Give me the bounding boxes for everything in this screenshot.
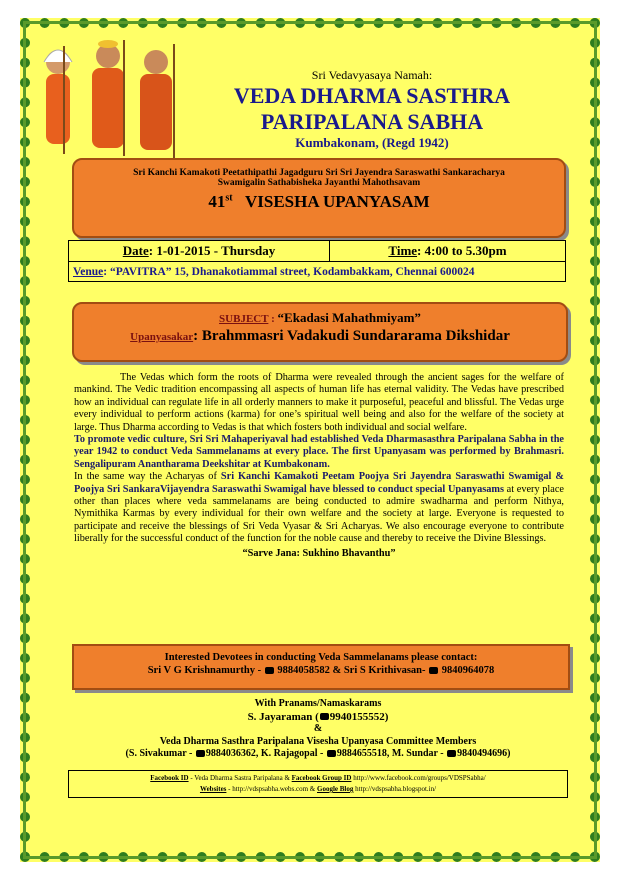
venue-label: Venue <box>73 266 104 278</box>
members <box>68 748 568 761</box>
links-box <box>68 770 568 798</box>
links-row2 <box>69 784 567 795</box>
organizer-name-a: S. Jayaraman ( <box>247 710 319 723</box>
paragraph-3-c: at every place other than places where veda sammelanams are being conducted to admire swadharma and perform Nithya, Nymithika Karmas by every individual for their own welfare and the society at large. Everyone is requested to participate and receive the blessings of Sri Veda Vyasar & Sri Acharyas. We also encourage everyone to contribute liberally for the successful conduct of the function for the noble cause and thereby to receive the Divine Blessings. <box>74 483 564 545</box>
title-line2: PARIPALANA SABHA <box>260 109 484 134</box>
saint-figure-middle <box>92 40 124 156</box>
websites-text: - http://vdspsabha.webs.com & <box>226 785 318 793</box>
organizer-name <box>68 711 568 724</box>
speaker-row <box>74 328 566 345</box>
phone-icon <box>447 750 456 757</box>
body-text <box>74 372 564 560</box>
contact-line1: Interested Devotees in conducting Veda Sammelanams please contact: <box>164 652 478 663</box>
contact-box <box>72 644 570 690</box>
event-line1: Sri Kanchi Kamakoti Peetathipathi Jagadguru Sri Sri Jayendra Saraswathi Sankaracharya <box>133 168 505 178</box>
facebook-id-text: - Veda Dharma Sastra Paripalana & <box>188 774 292 782</box>
paragraph-3-a: In the same way the Acharyas of <box>74 471 221 483</box>
event-title: VISESHA UPANYASAM <box>245 192 430 211</box>
facebook-id-link[interactable]: Facebook ID <box>150 774 189 782</box>
flyer <box>32 30 588 850</box>
google-blog-link[interactable]: Google Blog <box>317 785 354 793</box>
subject-value: “Ekadasi Mahathmiyam” <box>277 310 421 325</box>
members-d: 9840494696) <box>457 748 511 759</box>
phone-icon <box>327 750 336 757</box>
paragraph-3-b: Sri Kanchi Kamakoti Peetam Poojya Sri Jayendra Saraswathi Swamigal & Poojya Sri SankaraVijayendra Saraswathi Swamigal have blessed to conduct special Upanyasams <box>74 471 564 495</box>
paragraph-2: To promote vedic culture, Sri Sri Mahaperiyaval had established Veda Dharmasasthra Paripalana Sabha in the year 1942 to conduct Veda Sammelanams at every place. The first Upanyasam was performed by Brahmasri. Sengalipuram Anantharama Deekshitar at Kumbakonam. <box>74 434 564 470</box>
phone-icon <box>265 667 274 674</box>
contact-line2-c: 9840964078 <box>439 665 495 676</box>
members-c: 9884655518, M. Sundar - <box>336 748 447 759</box>
phone-icon <box>196 750 205 757</box>
google-blog-text: http://vdspsabha.blogspot.in/ <box>353 785 437 793</box>
time-value: : 4:00 to 5.30pm <box>417 243 507 258</box>
pranams: With Pranams/Namaskarams <box>254 698 382 709</box>
speaker-value: : Brahmmasri Vadakudi Sundararama Dikshidar <box>193 328 510 344</box>
contact-line2 <box>74 665 568 676</box>
time-cell <box>330 241 565 261</box>
event-line2: Swamigalin Sathabisheka Jayanthi Mahothsavam <box>217 178 421 188</box>
invocation: Sri Vedavyasaya Namah: <box>311 68 433 82</box>
event-number-suffix: st <box>225 192 233 204</box>
subject-row <box>74 310 566 326</box>
facebook-group-link[interactable]: Facebook Group ID <box>291 774 352 782</box>
links-row1 <box>69 773 567 784</box>
contact-line2-b: 9884058582 & Sri S Krithivasan- <box>274 665 429 676</box>
contact-line2-a: Sri V G Krishnamurthy - <box>147 665 264 676</box>
phone-icon <box>320 713 329 720</box>
venue-value: : “PAVITRA” 15, Dhanakotiammal street, Kodambakkam, Chennai 600024 <box>103 266 475 278</box>
members-a: (S. Sivakumar - <box>125 748 195 759</box>
organizer-name-b: 9940155552) <box>329 710 389 723</box>
members-b: 9884036362, K. Rajagopal - <box>205 748 326 759</box>
date-cell <box>69 241 330 261</box>
paragraph-1: The Vedas which form the roots of Dharma were revealed through the ancient sages for the welfare of mankind. The Vedic tradition encompassing all aspects of human life has eternal validity. The Vedas have prescribed how an individual can regulate life in all orderly manners to make it purposeful, peaceful and blissful. The Vedas urge every individual to perform actions (karma) for one’s spiritual well being and also for the welfare of the society at large. Thus Dharma according to Vedas is that which fosters both individual and social welfare. <box>74 372 564 433</box>
speaker-label: Upanyasakar <box>130 331 194 343</box>
header <box>162 68 582 151</box>
footer <box>68 698 568 761</box>
websites-link[interactable]: Websites <box>199 785 227 793</box>
date-label: Date <box>122 243 149 258</box>
time-label: Time <box>388 243 418 258</box>
event-number: 41 <box>208 192 226 211</box>
paragraph-3 <box>74 471 564 545</box>
event-heading <box>74 192 564 212</box>
date-value: : 1-01-2015 - Thursday <box>148 243 276 258</box>
schedule-table <box>68 240 566 282</box>
phone-icon <box>429 667 438 674</box>
saint-figure-left <box>44 46 72 154</box>
event-box <box>72 158 566 238</box>
subject-box <box>72 302 568 362</box>
subject-sep: : <box>268 313 278 325</box>
committee: Veda Dharma Sasthra Paripalana Visesha Upanyasa Committee Members <box>159 735 477 747</box>
ampersand: & <box>313 723 323 734</box>
venue-row <box>69 262 565 282</box>
facebook-group-text: http://www.facebook.com/groups/VDSPSabha/ <box>351 774 486 782</box>
subject-label: SUBJECT <box>219 313 269 325</box>
title-line1: VEDA DHARMA SASTHRA <box>233 83 511 108</box>
registration: Kumbakonam, (Regd 1942) <box>295 135 449 150</box>
quote: “Sarve Jana: Sukhino Bhavanthu” <box>242 547 396 559</box>
